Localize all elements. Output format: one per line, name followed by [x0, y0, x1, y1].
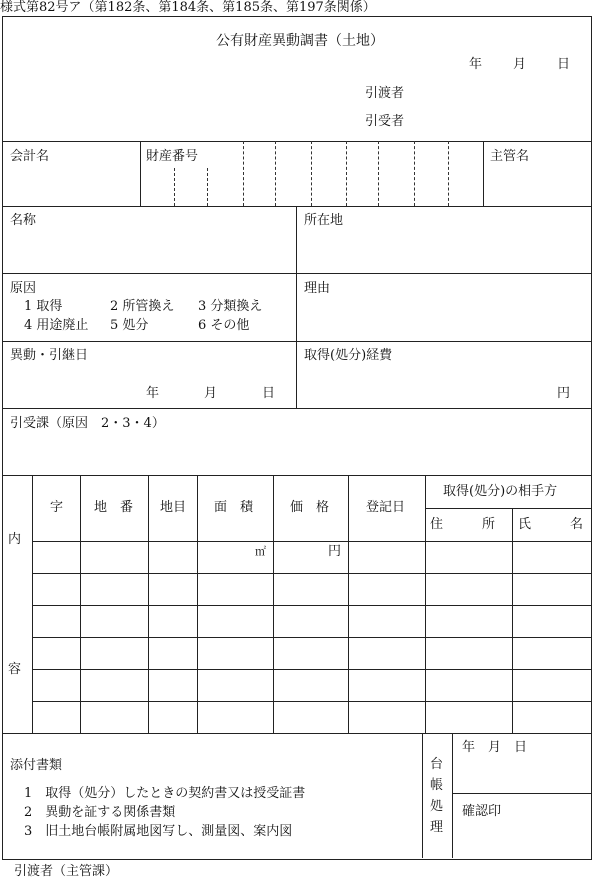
cause-label: 原因 — [10, 281, 37, 296]
col-header-address: 住 所 — [430, 517, 496, 532]
col-header-reg-date: 登記日 — [366, 500, 406, 515]
cost-label: 取得(処分)経費 — [304, 348, 393, 363]
details-side-label-bottom: 容 — [8, 662, 22, 677]
attachments-label: 添付書類 — [10, 758, 63, 773]
ledger-char: 処 — [430, 799, 444, 814]
cause-option: 1 取得 — [24, 299, 63, 314]
col-header-category: 地目 — [160, 500, 187, 515]
transferee-label: 引受者 — [365, 114, 405, 129]
ledger-char: 理 — [430, 820, 444, 835]
form-title: 公有財産異動調書（土地） — [216, 33, 384, 49]
receiving-dept-label: 引受課（原因 2・3・4） — [10, 416, 165, 431]
details-side-label-top: 内 — [8, 532, 22, 547]
ledger-seal: 確認印 — [462, 804, 502, 819]
location-label: 所在地 — [304, 213, 344, 228]
transfer-date-day: 日 — [262, 386, 276, 401]
property-number-label: 財産番号 — [146, 149, 199, 164]
account-name-label: 会計名 — [10, 149, 50, 164]
ledger-char: 台 — [430, 757, 444, 772]
ledger-char: 帳 — [430, 778, 444, 793]
name-label: 名称 — [10, 213, 37, 228]
attachment-item: 1 取得（処分）したときの契約書又は授受証書 — [24, 786, 306, 801]
col-header-aza: 字 — [50, 500, 64, 515]
cost-unit: 円 — [557, 386, 571, 401]
area-unit: ㎡ — [255, 545, 266, 558]
col-header-area: 面 積 — [214, 500, 254, 515]
date-day-label: 日 — [557, 57, 571, 72]
form-number: 様式第82号ア（第182条、第184条、第185条、第197条関係） — [0, 0, 376, 15]
cause-option: 3 分類換え — [198, 299, 263, 314]
attachment-item: 3 旧土地台帳附属地図写し、測量図、案内図 — [24, 824, 293, 839]
transfer-date-month: 月 — [204, 386, 218, 401]
date-year-label: 年 — [469, 57, 483, 72]
col-header-counterparty: 取得(処分)の相手方 — [443, 484, 558, 499]
reason-label: 理由 — [304, 281, 331, 296]
managing-dept-label: 主管名 — [490, 149, 530, 164]
col-header-lot: 地 番 — [94, 500, 134, 515]
transfer-date-year: 年 — [146, 386, 160, 401]
transferor-label: 引渡者 — [365, 86, 405, 101]
col-header-person: 氏 名 — [518, 517, 584, 532]
transfer-date-label: 異動・引継日 — [10, 348, 89, 363]
price-unit: 円 — [328, 544, 342, 559]
date-month-label: 月 — [513, 57, 527, 72]
cause-option: 2 所管換え — [110, 299, 175, 314]
cause-option: 6 その他 — [198, 318, 250, 333]
col-header-price: 価 格 — [290, 500, 330, 515]
attachment-item: 2 異動を証する関係書類 — [24, 805, 176, 820]
cause-option: 5 処分 — [110, 318, 149, 333]
footer-note: 引渡者（主管課） — [14, 864, 119, 879]
ledger-date: 年 月 日 — [462, 740, 528, 755]
cause-option: 4 用途廃止 — [24, 318, 89, 333]
